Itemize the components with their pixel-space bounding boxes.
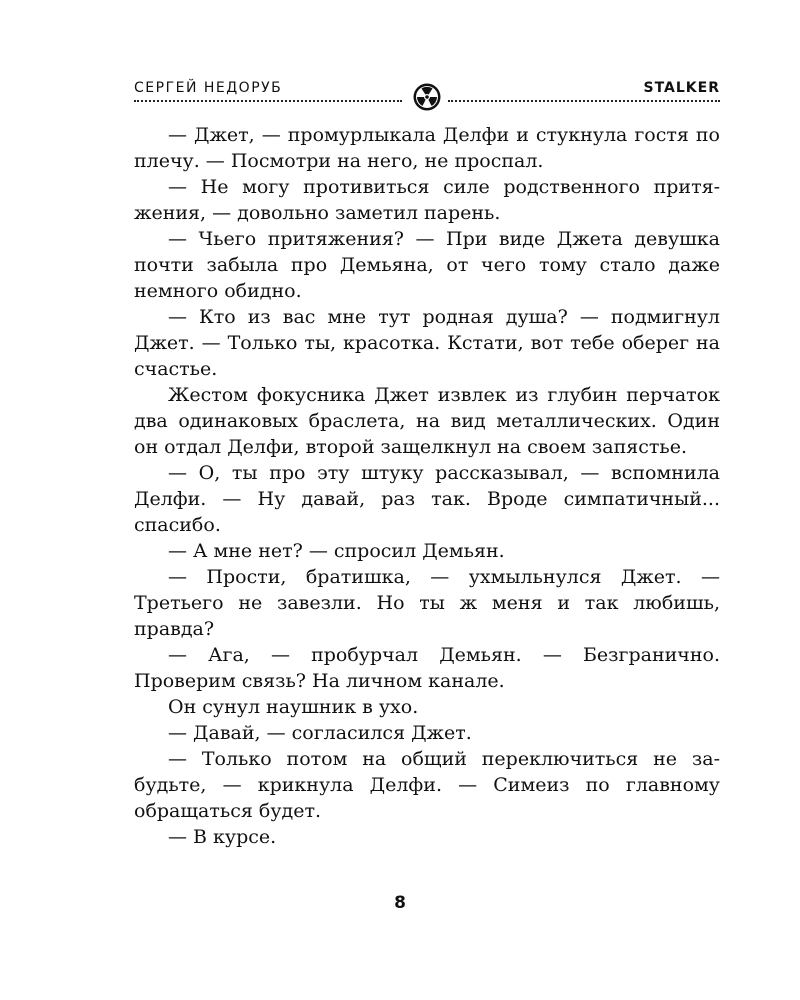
paragraph: — Чьего притяжения? — При виде Джета девушка почти забыла про Демьяна, от чего тому стало даже немного обидно. [134,228,720,302]
body-text [134,122,720,850]
paragraph: — Не могу противиться силе родственного притяжения, — довольно заметил парень. [134,176,720,224]
author-name: СЕРГЕЙ НЕДОРУБ [134,80,283,96]
header-dotted-rule-left [134,100,402,102]
paragraph: — Только потом на общий переключиться не забудьте, — крикнула Делфи. — Симеиз по главному обращаться будет. [134,748,720,822]
running-header [134,78,720,108]
paragraph: Он сунул наушник в ухо. [168,696,419,718]
paragraph: — Давай, — согласился Джет. [168,722,472,744]
paragraph: — Кто из вас мне тут родная душа? — подмигнул Джет. — Только ты, красотка. Кстати, вот тебе оберег на счастье. [134,306,720,380]
paragraph: — Ага, — пробурчал Демьян. — Безгранично. Проверим связь? На личном канале. [134,644,720,692]
series-title: STALKER [643,80,720,96]
paragraph: — А мне нет? — спросил Демьян. [168,540,505,562]
paragraph: — О, ты про эту штуку рассказывал, — вспомнила Делфи. — Ну давай, раз так. Вроде симпатичный... спасибо. [134,462,720,536]
paragraph: Жестом фокусника Джет извлек из глубин перчаток два одинаковых браслета, на вид металлических. Один он отдал Делфи, второй защелкнул на своем запястье. [134,384,720,458]
paragraph: — Прости, братишка, — ухмыльнулся Джет. — Третьего не завезли. Но ты ж меня и так любишь, правда? [134,566,720,640]
page-number: 8 [394,893,406,913]
paragraph: — В курсе. [168,826,277,848]
paragraph: — Джет, — промурлыкала Делфи и стукнула гостя по плечу. — Посмотри на него, не проспал. [134,124,720,172]
radiation-icon [412,82,442,112]
header-dotted-rule-right [448,100,720,102]
